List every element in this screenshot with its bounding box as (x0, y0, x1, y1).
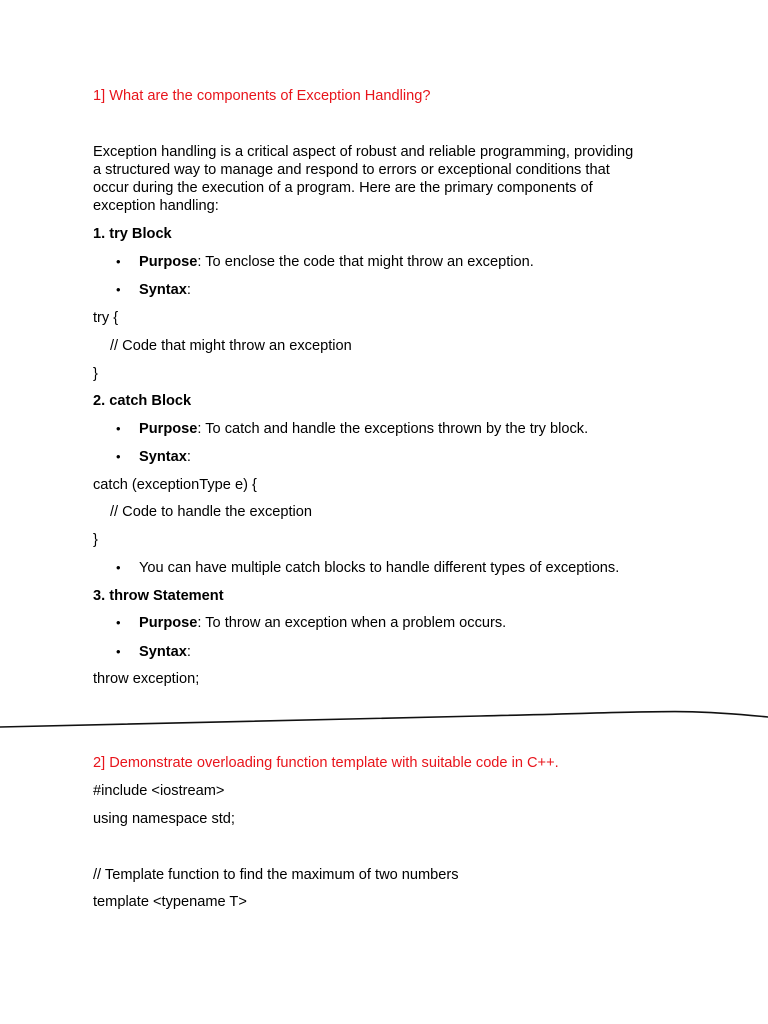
try-block-heading: 1. try Block (93, 226, 172, 242)
intro-line: Exception handling is a critical aspect of robust and reliable programming, providing (93, 144, 634, 160)
catch-note-item (116, 559, 619, 577)
question-1-title: 1] What are the components of Exception Handling? (93, 88, 431, 104)
bullet-icon: • (116, 644, 121, 659)
catch-syntax-item (116, 448, 191, 466)
purpose-label: Purpose (139, 615, 198, 631)
syntax-colon: : (186, 644, 191, 660)
code-line: #include <iostream> (93, 783, 225, 799)
purpose-text: : To enclose the code that might throw an exception. (197, 254, 534, 270)
purpose-text: : To throw an exception when a problem occurs. (197, 615, 507, 631)
code-line: template <typename T> (93, 894, 247, 910)
catch-block-heading: 2. catch Block (93, 393, 192, 409)
syntax-colon: : (186, 282, 191, 298)
code-line: // Code that might throw an exception (110, 338, 352, 354)
question-2-title: 2] Demonstrate overloading function template with suitable code in C++. (93, 755, 559, 771)
code-line: } (93, 366, 98, 382)
bullet-icon: • (116, 615, 121, 630)
code-line: try { (93, 310, 119, 326)
code-line: // Code to handle the exception (110, 504, 313, 520)
syntax-colon: : (186, 449, 191, 465)
syntax-label: Syntax (139, 282, 187, 298)
bullet-icon: • (116, 282, 121, 297)
note-text: You can have multiple catch blocks to handle different types of exceptions. (139, 560, 620, 576)
code-line: using namespace std; (93, 811, 235, 827)
syntax-label: Syntax (139, 449, 187, 465)
bullet-icon: • (116, 560, 121, 575)
code-line: } (93, 532, 98, 548)
throw-purpose-item (116, 614, 506, 632)
throw-syntax-item (116, 643, 191, 661)
throw-statement-heading: 3. throw Statement (93, 588, 224, 604)
intro-paragraph (93, 143, 693, 215)
code-line: throw exception; (93, 671, 200, 687)
bullet-icon: • (116, 449, 121, 464)
code-line: catch (exceptionType e) { (93, 477, 257, 493)
catch-purpose-item (116, 420, 588, 438)
intro-line: a structured way to manage and respond to errors or exceptional conditions that (93, 162, 610, 178)
bullet-icon: • (116, 421, 121, 436)
section-divider (0, 700, 768, 740)
intro-line: exception handling: (93, 198, 219, 214)
try-purpose-item (116, 253, 534, 271)
syntax-label: Syntax (139, 644, 187, 660)
try-syntax-item (116, 281, 191, 299)
code-comment: // Template function to find the maximum of two numbers (93, 867, 459, 883)
bullet-icon: • (116, 254, 121, 269)
purpose-label: Purpose (139, 421, 198, 437)
purpose-label: Purpose (139, 254, 198, 270)
purpose-text: : To catch and handle the exceptions thrown by the try block. (197, 421, 589, 437)
intro-line: occur during the execution of a program. Here are the primary components of (93, 180, 593, 196)
